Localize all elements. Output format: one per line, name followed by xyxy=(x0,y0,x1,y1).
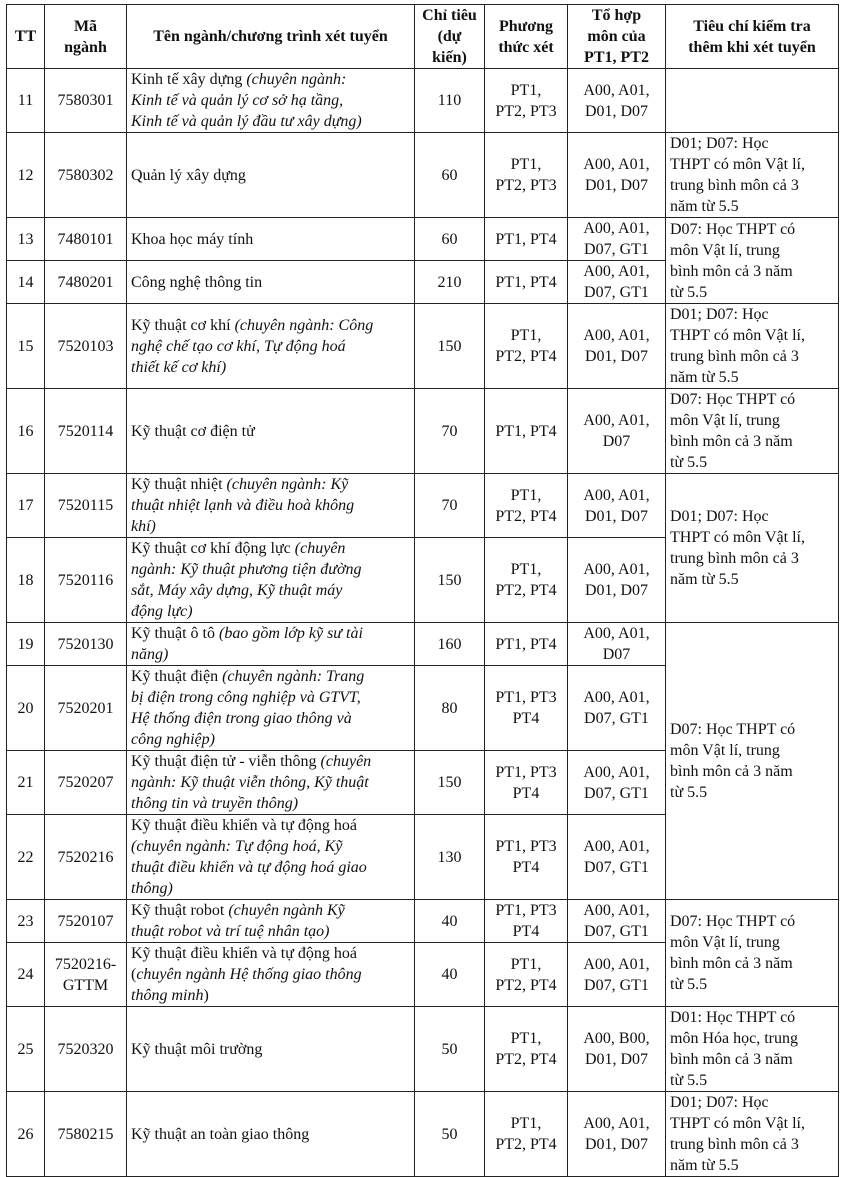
program-note: (chuyên ngành: Tự động hoá, Kỹ thuật điều khiển và tự động hoá giao thông) xyxy=(131,838,367,897)
row-name xyxy=(127,623,415,666)
row-tt: 15 xyxy=(7,304,45,389)
row-combo: A00, A01, D07, GT1 xyxy=(568,751,666,815)
row-quota: 70 xyxy=(415,474,485,538)
row-name xyxy=(127,815,415,900)
program-name: Kỹ thuật cơ khí xyxy=(131,316,235,334)
row-combo: A00, A01, D07, GT1 xyxy=(568,218,666,261)
row-name xyxy=(127,474,415,538)
row-combo: A00, A01, D07 xyxy=(568,623,666,666)
program-name: Công nghệ thông tin xyxy=(131,273,263,291)
program-note: (chuyên ngành Kỹ thuật robot và trí tuệ nhân tạo) xyxy=(131,902,345,940)
row-combo: A00, A01, D07, GT1 xyxy=(568,815,666,900)
row-code: 7520107 xyxy=(45,900,127,943)
row-criteria: D01; D07: Học THPT có môn Vật lí, trung bình môn cả 3 năm từ 5.5 xyxy=(666,1092,839,1177)
table-header-row xyxy=(7,5,839,69)
row-criteria: D07: Học THPT có môn Vật lí, trung bình môn cả 3 năm từ 5.5 xyxy=(666,900,839,1007)
program-note: (chuyên ngành: Kỹ thuật nhiệt lạnh và điều hoà không khí) xyxy=(131,476,355,535)
row-code: 7480201 xyxy=(45,261,127,304)
row-tt: 22 xyxy=(7,815,45,900)
row-quota: 60 xyxy=(415,133,485,218)
header-method: Phương thức xét xyxy=(485,5,568,69)
row-combo: A00, A01, D01, D07 xyxy=(568,304,666,389)
admission-table xyxy=(6,4,839,1177)
program-note: (bao gồm lớp kỹ sư tài năng) xyxy=(131,625,363,663)
program-note: (chuyên ngành: Công nghệ chế tạo cơ khí, Tự động hoá thiết kế cơ khí) xyxy=(131,316,374,376)
row-code: 7520201 xyxy=(45,666,127,751)
row-tt: 21 xyxy=(7,751,45,815)
row-quota: 50 xyxy=(415,1007,485,1092)
program-name: Khoa học máy tính xyxy=(131,230,254,248)
program-note: (chuyên ngành: Trang bị điện trong công nghiệp và GTVT, Hệ thống điện trong giao thông và công nghiệp) xyxy=(131,668,365,748)
row-quota: 50 xyxy=(415,1092,485,1177)
row-code: 7520103 xyxy=(45,304,127,389)
program-name: Kỹ thuật cơ khí động lực xyxy=(131,540,295,557)
row-code: 7480101 xyxy=(45,218,127,261)
row-name xyxy=(127,1092,415,1177)
row-method: PT1, PT3 PT4 xyxy=(485,900,568,943)
row-combo: A00, A01, D07 xyxy=(568,389,666,474)
program-name: Kỹ thuật robot xyxy=(131,902,229,919)
header-tt: TT xyxy=(7,5,45,69)
program-name: Kỹ thuật điều khiển và tự động hoá xyxy=(131,817,357,834)
program-name: Kỹ thuật điện xyxy=(131,668,223,685)
row-method: PT1, PT2, PT4 xyxy=(485,538,568,623)
row-tt: 20 xyxy=(7,666,45,751)
row-tt: 14 xyxy=(7,261,45,304)
row-quota: 70 xyxy=(415,389,485,474)
row-quota: 40 xyxy=(415,943,485,1007)
program-name: Kỹ thuật nhiệt xyxy=(131,476,227,493)
row-tt: 12 xyxy=(7,133,45,218)
row-combo: A00, A01, D07, GT1 xyxy=(568,666,666,751)
row-method: PT1, PT3 PT4 xyxy=(485,666,568,751)
table-row xyxy=(7,389,839,474)
row-name xyxy=(127,666,415,751)
row-quota: 210 xyxy=(415,261,485,304)
header-code: Mã ngành xyxy=(45,5,127,69)
row-code: 7520130 xyxy=(45,623,127,666)
header-criteria: Tiêu chí kiểm tra thêm khi xét tuyển xyxy=(666,5,839,69)
row-criteria xyxy=(666,69,839,133)
header-name: Tên ngành/chương trình xét tuyển xyxy=(127,5,415,69)
row-method: PT1, PT4 xyxy=(485,623,568,666)
row-method: PT1, PT3 PT4 xyxy=(485,751,568,815)
row-method: PT1, PT2, PT4 xyxy=(485,474,568,538)
row-method: PT1, PT4 xyxy=(485,389,568,474)
row-name xyxy=(127,943,415,1007)
row-combo: A00, A01, D01, D07 xyxy=(568,1092,666,1177)
row-name xyxy=(127,1007,415,1092)
program-name-tail: ) xyxy=(203,987,209,1004)
table-row xyxy=(7,69,839,133)
row-criteria: D01; D07: Học THPT có môn Vật lí, trung bình môn cả 3 năm từ 5.5 xyxy=(666,133,839,218)
row-name xyxy=(127,389,415,474)
row-code: 7580302 xyxy=(45,133,127,218)
row-method: PT1, PT2, PT4 xyxy=(485,304,568,389)
row-code: 7520216 xyxy=(45,815,127,900)
row-quota: 150 xyxy=(415,304,485,389)
row-combo: A00, A01, D07, GT1 xyxy=(568,900,666,943)
row-tt: 13 xyxy=(7,218,45,261)
program-name: Kinh tế xây dựng xyxy=(131,71,247,88)
row-combo: A00, A01, D07, GT1 xyxy=(568,943,666,1007)
program-name: Kỹ thuật điện tử - viễn thông xyxy=(131,753,321,770)
row-tt: 24 xyxy=(7,943,45,1007)
row-code: 7520115 xyxy=(45,474,127,538)
row-method: PT1, PT4 xyxy=(485,218,568,261)
program-name: Quản lý xây dựng xyxy=(131,166,246,184)
row-method: PT1, PT2, PT4 xyxy=(485,1092,568,1177)
table-row xyxy=(7,1007,839,1092)
row-method: PT1, PT2, PT4 xyxy=(485,1007,568,1092)
row-tt: 11 xyxy=(7,69,45,133)
row-tt: 25 xyxy=(7,1007,45,1092)
row-combo: A00, A01, D01, D07 xyxy=(568,538,666,623)
row-quota: 150 xyxy=(415,751,485,815)
table-row xyxy=(7,1092,839,1177)
row-name xyxy=(127,304,415,389)
row-name xyxy=(127,69,415,133)
row-criteria: D07: Học THPT có môn Vật lí, trung bình môn cả 3 năm từ 5.5 xyxy=(666,218,839,304)
row-code: 7520116 xyxy=(45,538,127,623)
row-quota: 150 xyxy=(415,538,485,623)
program-name: Kỹ thuật môi trường xyxy=(131,1040,263,1058)
program-name: Kỹ thuật an toàn giao thông xyxy=(131,1125,310,1143)
row-code: 7520320 xyxy=(45,1007,127,1092)
row-method: PT1, PT2, PT3 xyxy=(485,133,568,218)
program-name: Kỹ thuật điều khiển và tự động hoá ( xyxy=(131,945,357,983)
program-note: (chuyên ngành: Kỹ thuật phương tiện đường sắt, Máy xây dựng, Kỹ thuật máy động lực) xyxy=(131,540,362,620)
row-criteria: D01; D07: Học THPT có môn Vật lí, trung bình môn cả 3 năm từ 5.5 xyxy=(666,474,839,623)
row-tt: 26 xyxy=(7,1092,45,1177)
row-tt: 23 xyxy=(7,900,45,943)
header-combo: Tổ hợp môn của PT1, PT2 xyxy=(568,5,666,69)
program-name: Kỹ thuật ô tô xyxy=(131,625,219,642)
row-code: 7520216- GTTM xyxy=(45,943,127,1007)
row-method: PT1, PT2, PT3 xyxy=(485,69,568,133)
program-name: Kỹ thuật cơ điện tử xyxy=(131,422,255,440)
row-criteria: D01: Học THPT có môn Hóa học, trung bình môn cả 3 năm từ 5.5 xyxy=(666,1007,839,1092)
row-combo: A00, B00, D01, D07 xyxy=(568,1007,666,1092)
row-name xyxy=(127,218,415,261)
row-tt: 17 xyxy=(7,474,45,538)
row-name xyxy=(127,900,415,943)
program-note: (chuyên ngành: Kinh tế và quản lý cơ sở hạ tầng, Kinh tế và quản lý đầu tư xây dựng) xyxy=(131,71,362,130)
row-combo: A00, A01, D07, GT1 xyxy=(568,261,666,304)
program-note: chuyên ngành Hệ thống giao thông thông minh xyxy=(131,966,362,1004)
row-quota: 110 xyxy=(415,69,485,133)
row-tt: 18 xyxy=(7,538,45,623)
row-tt: 16 xyxy=(7,389,45,474)
table-row xyxy=(7,304,839,389)
row-criteria: D01; D07: Học THPT có môn Vật lí, trung bình môn cả 3 năm từ 5.5 xyxy=(666,304,839,389)
row-combo: A00, A01, D01, D07 xyxy=(568,133,666,218)
row-name xyxy=(127,133,415,218)
row-code: 7580301 xyxy=(45,69,127,133)
row-method: PT1, PT4 xyxy=(485,261,568,304)
row-quota: 60 xyxy=(415,218,485,261)
row-code: 7520114 xyxy=(45,389,127,474)
row-code: 7520207 xyxy=(45,751,127,815)
row-code: 7580215 xyxy=(45,1092,127,1177)
row-combo: A00, A01, D01, D07 xyxy=(568,474,666,538)
row-name xyxy=(127,538,415,623)
row-method: PT1, PT3 PT4 xyxy=(485,815,568,900)
row-quota: 40 xyxy=(415,900,485,943)
row-criteria: D07: Học THPT có môn Vật lí, trung bình môn cả 3 năm từ 5.5 xyxy=(666,389,839,474)
header-quota: Chỉ tiêu (dự kiến) xyxy=(415,5,485,69)
row-quota: 130 xyxy=(415,815,485,900)
program-note: (chuyên ngành: Kỹ thuật viễn thông, Kỹ thuật thông tin và truyền thông) xyxy=(131,753,372,812)
row-name xyxy=(127,751,415,815)
table-row xyxy=(7,623,839,666)
table-row xyxy=(7,133,839,218)
row-quota: 80 xyxy=(415,666,485,751)
row-criteria: D07: Học THPT có môn Vật lí, trung bình môn cả 3 năm từ 5.5 xyxy=(666,623,839,900)
table-row xyxy=(7,474,839,538)
row-combo: A00, A01, D01, D07 xyxy=(568,69,666,133)
table-row xyxy=(7,900,839,943)
row-method: PT1, PT2, PT4 xyxy=(485,943,568,1007)
row-tt: 19 xyxy=(7,623,45,666)
row-quota: 160 xyxy=(415,623,485,666)
table-row xyxy=(7,218,839,261)
row-name xyxy=(127,261,415,304)
